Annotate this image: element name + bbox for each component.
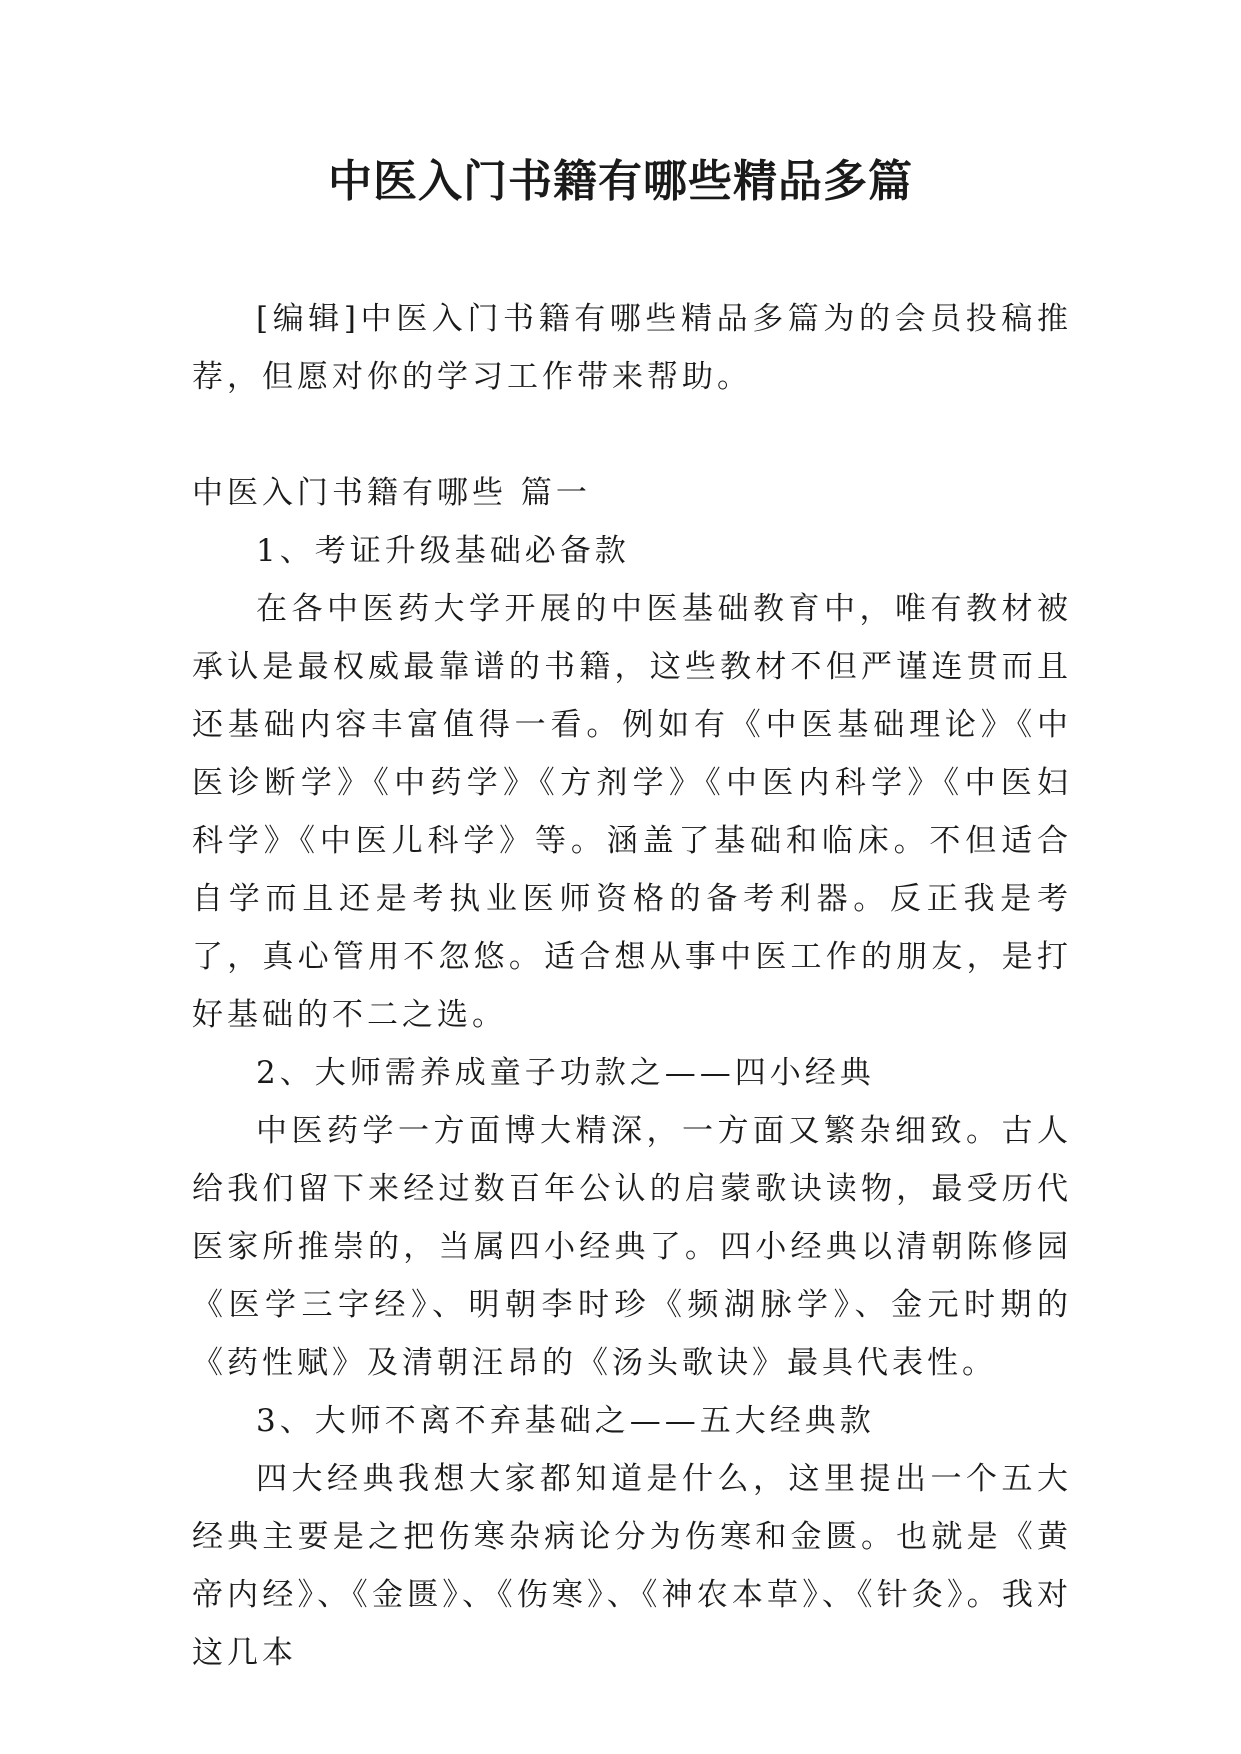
section-heading: 中医入门书籍有哪些 篇一 <box>192 475 591 511</box>
document-body <box>192 290 1072 1682</box>
body-paragraph-3: 四大经典我想大家都知道是什么，这里提出一个五大经典主要是之把伤寒杂病论分为伤寒和金匮。也就是《黄帝内经》、《金匮》、《伤寒》、《神农本草》、《针灸》。我对这几本 <box>192 1461 1072 1671</box>
body-paragraph-2: 中医药学一方面博大精深，一方面又繁杂细致。古人给我们留下来经过数百年公认的启蒙歌诀读物，最受历代医家所推崇的，当属四小经典了。四小经典以清朝陈修园《医学三字经》、明朝李时珍《频湖脉学》、金元时期的《药性赋》及清朝汪昂的《汤头歌诀》最具代表性。 <box>192 1113 1072 1381</box>
body-paragraph-1: 在各中医药大学开展的中医基础教育中，唯有教材被承认是最权威最靠谱的书籍，这些教材不但严谨连贯而且还基础内容丰富值得一看。例如有《中医基础理论》《中医诊断学》《中药学》《方剂学》《中医内科学》《中医妇科学》《中医儿科学》等。涵盖了基础和临床。不但适合自学而且还是考执业医师资格的备考利器。反正我是考了，真心管用不忽悠。适合想从事中医工作的朋友，是打好基础的不二之选。 <box>192 591 1072 1033</box>
intro-paragraph: [编辑]中医入门书籍有哪些精品多篇为的会员投稿推荐，但愿对你的学习工作带来帮助。 <box>192 301 1072 395</box>
document-title: 中医入门书籍有哪些精品多篇 <box>328 156 913 207</box>
list-item-heading-1: 1、考证升级基础必备款 <box>256 533 630 569</box>
list-item-heading-2: 2、大师需养成童子功款之——四小经典 <box>256 1055 875 1091</box>
list-item-heading-3: 3、大师不离不弃基础之——五大经典款 <box>256 1403 875 1439</box>
